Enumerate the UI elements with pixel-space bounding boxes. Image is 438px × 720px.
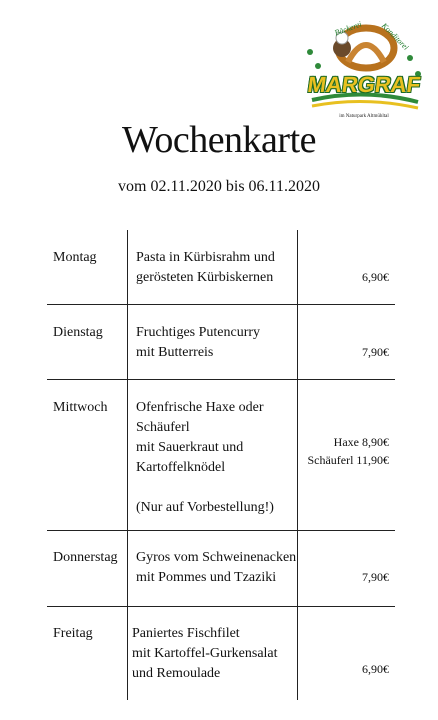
price-wednesday: Haxe 8,90€ Schäuferl 11,90€	[307, 435, 389, 467]
day-label-monday: Montag	[53, 250, 97, 265]
logo-ring-left: Bäckerei	[333, 19, 363, 38]
price-monday: 6,90€	[362, 270, 389, 284]
day-label-wednesday: Mittwoch	[53, 400, 108, 415]
price-tuesday: 7,90€	[362, 345, 389, 359]
row-divider	[47, 304, 395, 305]
dish-monday: Pasta in Kürbisrahm und gerösteten Kürbiskernen	[136, 250, 275, 285]
logo-subtitle: im Naturpark Altmühltal	[339, 114, 389, 119]
column-divider-2	[297, 230, 298, 700]
column-divider-1	[127, 230, 128, 700]
page-title: Wochenkarte	[122, 119, 316, 161]
day-label-thursday: Donnerstag	[53, 550, 118, 565]
date-range: vom 02.11.2020 bis 06.11.2020	[118, 178, 320, 195]
dish-wednesday: Ofenfrische Haxe oder Schäuferl mit Sauerkraut und Kartoffelknödel (Nur auf Vorbestellung!)	[136, 400, 274, 515]
dish-friday: Paniertes Fischfilet mit Kartoffel-Gurkensalat und Remoulade	[132, 626, 278, 681]
menu-table	[47, 230, 395, 700]
logo-wordmark: MARGRAF	[306, 72, 423, 97]
row-divider	[47, 379, 395, 380]
pretzel-icon	[300, 18, 428, 118]
day-label-tuesday: Dienstag	[53, 325, 103, 340]
price-thursday: 7,90€	[362, 570, 389, 584]
bakery-logo	[300, 18, 428, 118]
day-label-friday: Freitag	[53, 626, 93, 641]
logo-ring-right: Konditorei	[379, 21, 411, 52]
dish-tuesday: Fruchtiges Putencurry mit Butterreis	[136, 325, 261, 360]
dish-thursday: Gyros vom Schweinenacken mit Pommes und Tzaziki	[136, 550, 297, 585]
row-divider	[47, 530, 395, 531]
row-divider	[47, 606, 395, 607]
price-friday: 6,90€	[362, 662, 389, 676]
